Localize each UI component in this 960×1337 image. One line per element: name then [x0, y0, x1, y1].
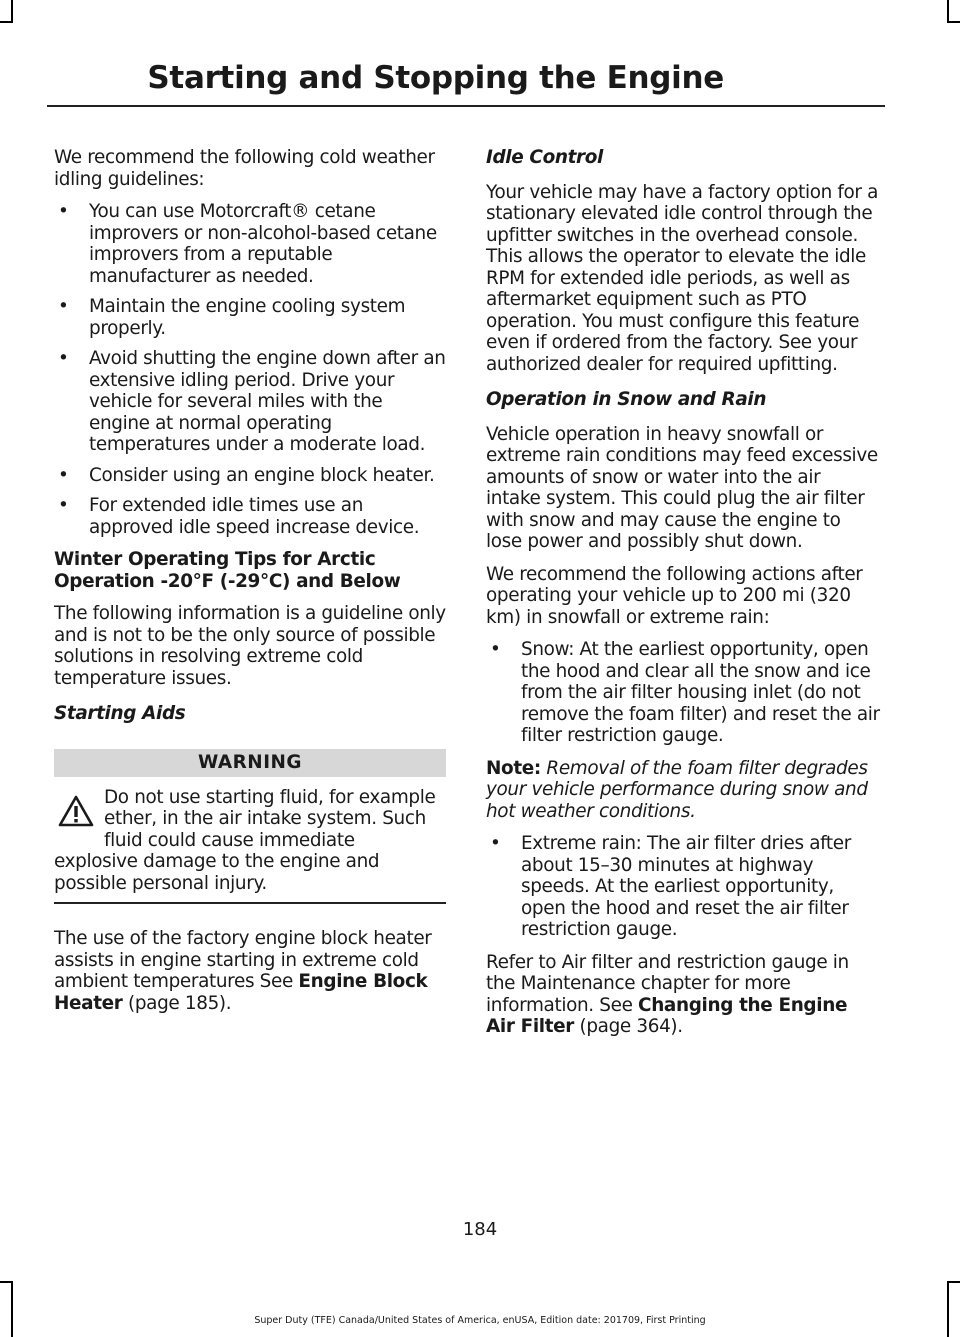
- right-column: [486, 147, 880, 1049]
- snow-rain-heading: Operation in Snow and Rain: [486, 389, 767, 410]
- crop-mark-bottom-right-v: [947, 1281, 949, 1337]
- list-item: • Extreme rain: The air filter dries after about 15–30 minutes at highway speeds. At the earliest opportunity, open the hood and reset the air filter restriction gauge.: [490, 833, 851, 940]
- changing-air-filter-link[interactable]: Changing the Engine Air Filter: [486, 994, 848, 1037]
- air-filter-reference: Refer to Air filter and restriction gauge in the Maintenance chapter for more information. See Changing the Engine Air Filter (page 364).: [486, 951, 849, 1037]
- starting-aids-heading: Starting Aids: [54, 703, 186, 724]
- footer-edition: Super Duty (TFE) Canada/United States of America, enUSA, Edition date: 201709, First Printing: [254, 1315, 706, 1326]
- winter-tips-heading: Winter Operating Tips for Arctic Operation -20°F (-29°C) and Below: [54, 549, 401, 592]
- idle-control-heading: Idle Control: [486, 147, 604, 168]
- crop-mark-top-left-v: [11, 0, 13, 22]
- warning-triangle-icon: [58, 795, 94, 827]
- block-heater-paragraph: The use of the factory engine block heater assists in engine starting in extreme cold ambient temperatures See Engine Block Heater (page 185).: [54, 928, 432, 1014]
- crop-mark-bottom-left-h: [0, 1281, 13, 1283]
- crop-mark-top-left-h: [0, 21, 13, 23]
- list-item: • Snow: At the earliest opportunity, open the hood and clear all the snow and ice from the air filter housing inlet (do not remove the foam filter) and reset the air filter restriction gauge.: [490, 639, 880, 746]
- snow-rain-body: Vehicle operation in heavy snowfall or extreme rain conditions may feed excessive amounts of snow or water into the air intake system. This could plug the air filter with snow and may cause the engine to lose power and possibly shut down.: [486, 423, 878, 552]
- crop-mark-bottom-left-v: [11, 1281, 13, 1337]
- page-title: Starting and Stopping the Engine: [147, 60, 724, 96]
- list-item: • You can use Motorcraft® cetane improvers or non-alcohol-based cetane improvers from a reputable manufacturer as needed.: [58, 201, 437, 287]
- list-item: • Maintain the engine cooling system properly.: [58, 296, 406, 339]
- header-divider: [47, 105, 885, 107]
- crop-mark-bottom-right-h: [947, 1281, 960, 1283]
- cold-idling-intro: We recommend the following cold weather idling guidelines:: [54, 147, 435, 190]
- list-item: • Avoid shutting the engine down after an extensive idling period. Drive your vehicle for several miles with the engine at normal operating temperatures under a moderate load.: [58, 348, 446, 455]
- page-number: 184: [462, 1219, 498, 1240]
- left-column: [54, 147, 446, 1025]
- crop-mark-top-right-h: [947, 21, 960, 23]
- crop-mark-top-right-v: [947, 0, 949, 22]
- winter-tips-body: The following information is a guideline only and is not to be the only source of possible solutions in resolving extreme cold temperature issues.: [54, 603, 446, 689]
- warning-box: Do not use starting fluid, for example ether, in the air intake system. Such fluid could cause immediate explosive damage to the engine and possible personal injury.: [54, 787, 446, 905]
- list-item: • Consider using an engine block heater.: [58, 464, 435, 486]
- note: Note: Removal of the foam filter degrades your vehicle performance during snow and hot weather conditions.: [486, 757, 868, 822]
- recommend-actions: We recommend the following actions after operating your vehicle up to 200 mi (320 km) in snowfall or extreme rain:: [486, 563, 863, 628]
- warning-banner: WARNING: [54, 749, 446, 777]
- idle-control-body: Your vehicle may have a factory option for a stationary elevated idle control through the upfitter switches in the overhead console. This allows the operator to elevate the idle RPM for extended idle periods, as well as aftermarket equipment such as PTO operation. You must configure this feature even if ordered from the factory. See your authorized dealer for required upfitting.: [486, 181, 879, 375]
- warning-text-rest: explosive damage to the engine and possible personal injury.: [54, 851, 380, 894]
- engine-block-heater-link[interactable]: Engine Block Heater: [54, 971, 428, 1014]
- list-item: • For extended idle times use an approved idle speed increase device.: [58, 495, 420, 538]
